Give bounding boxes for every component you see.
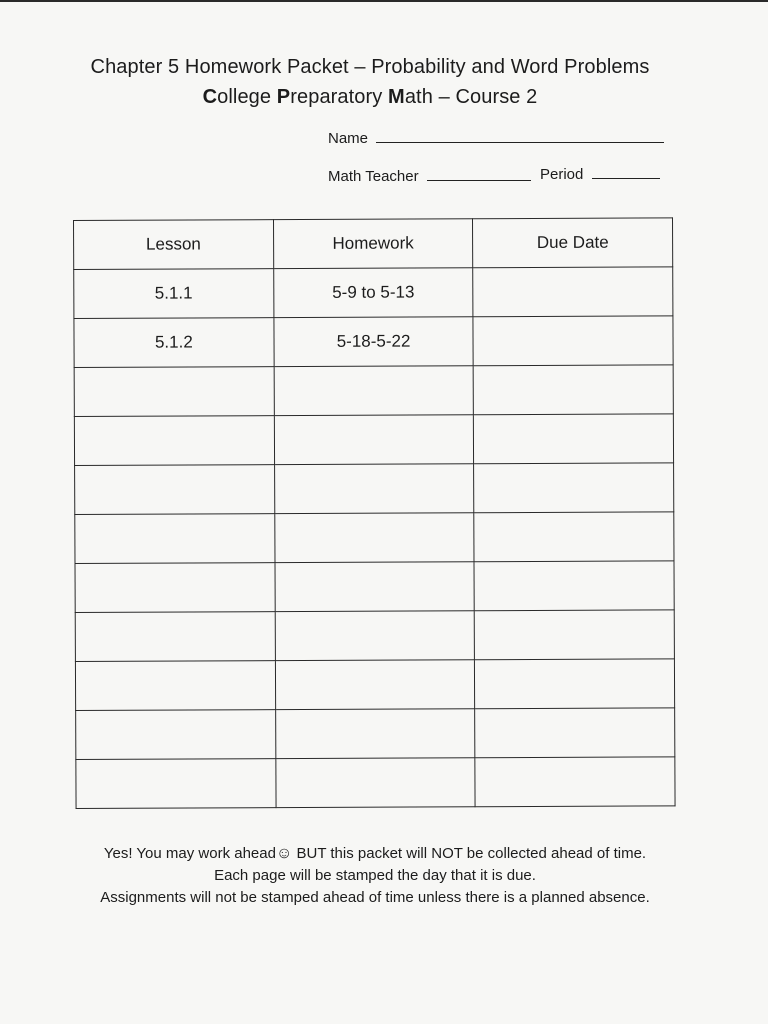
- lesson-cell[interactable]: [75, 514, 275, 564]
- period-blank[interactable]: [592, 166, 660, 179]
- note-line-3: Assignments will not be stamped ahead of time unless there is a planned absence.: [100, 889, 650, 906]
- due-date-cell[interactable]: [473, 316, 673, 366]
- due-date-cell[interactable]: [474, 512, 674, 562]
- lesson-header: Lesson: [74, 220, 274, 270]
- table-row: [74, 414, 673, 466]
- teacher-field: [328, 168, 531, 185]
- teacher-label: Math Teacher: [328, 168, 419, 185]
- lesson-cell[interactable]: [74, 367, 274, 417]
- smiley-icon: ☺: [275, 845, 293, 862]
- homework-cell[interactable]: [275, 611, 475, 661]
- homework-cell[interactable]: 5-9 to 5-13: [273, 268, 473, 318]
- homework-cell[interactable]: [275, 660, 475, 710]
- due-date-cell[interactable]: [475, 610, 675, 660]
- page-title: Chapter 5 Homework Packet – Probability and Word Problems: [90, 56, 650, 78]
- note-line-1: [0, 845, 750, 863]
- lesson-cell[interactable]: [75, 563, 275, 613]
- table-row: [75, 561, 674, 613]
- period-field: [540, 166, 660, 183]
- period-label: Period: [540, 166, 584, 183]
- page-subtitle: College Preparatory Math – Course 2: [202, 86, 538, 108]
- table-row: [75, 463, 674, 515]
- homework-cell[interactable]: [274, 513, 474, 563]
- note-line-1b: BUT this packet will NOT be collected ahead of time.: [292, 845, 647, 862]
- lesson-cell[interactable]: [74, 416, 274, 466]
- homework-table: [73, 217, 676, 809]
- table-header-row: [74, 218, 673, 270]
- due-date-cell[interactable]: [474, 463, 674, 513]
- teacher-blank[interactable]: [427, 168, 531, 181]
- due-date-cell[interactable]: [474, 414, 674, 464]
- table-row: [75, 659, 674, 711]
- homework-cell[interactable]: [276, 758, 476, 808]
- lesson-cell[interactable]: 5.1.1: [74, 269, 274, 319]
- homework-cell[interactable]: [274, 464, 474, 514]
- lesson-cell[interactable]: [75, 661, 275, 711]
- table-row: [76, 708, 675, 760]
- due-date-cell[interactable]: [473, 267, 673, 317]
- homework-cell[interactable]: 5-18-5-22: [274, 317, 474, 367]
- lesson-cell[interactable]: [75, 465, 275, 515]
- note-line-1a: Yes! You may work ahead: [103, 845, 276, 862]
- table-row: [75, 512, 674, 564]
- due-date-cell[interactable]: [474, 561, 674, 611]
- due-date-cell[interactable]: [475, 757, 675, 807]
- due-date-cell[interactable]: [474, 365, 674, 415]
- name-label: Name: [328, 130, 369, 147]
- table-row: [74, 267, 673, 319]
- lesson-cell[interactable]: [76, 710, 276, 760]
- table-row: [75, 610, 674, 662]
- lesson-cell[interactable]: 5.1.2: [74, 318, 274, 368]
- homework-cell[interactable]: [275, 709, 475, 759]
- table-row: [76, 757, 675, 809]
- homework-header: Homework: [273, 219, 473, 269]
- name-blank[interactable]: [376, 130, 664, 143]
- due-date-cell[interactable]: [475, 659, 675, 709]
- homework-cell[interactable]: [274, 366, 474, 416]
- lesson-cell[interactable]: [76, 759, 276, 809]
- page-top-edge: [0, 0, 768, 2]
- note-line-2: Each page will be stamped the day that it is due.: [214, 867, 536, 884]
- homework-cell[interactable]: [274, 415, 474, 465]
- name-field: [328, 130, 664, 147]
- due-date-cell[interactable]: [475, 708, 675, 758]
- lesson-cell[interactable]: [75, 612, 275, 662]
- table-row: [74, 365, 673, 417]
- homework-cell[interactable]: [275, 562, 475, 612]
- due-date-header: Due Date: [473, 218, 673, 268]
- table-row: [74, 316, 673, 368]
